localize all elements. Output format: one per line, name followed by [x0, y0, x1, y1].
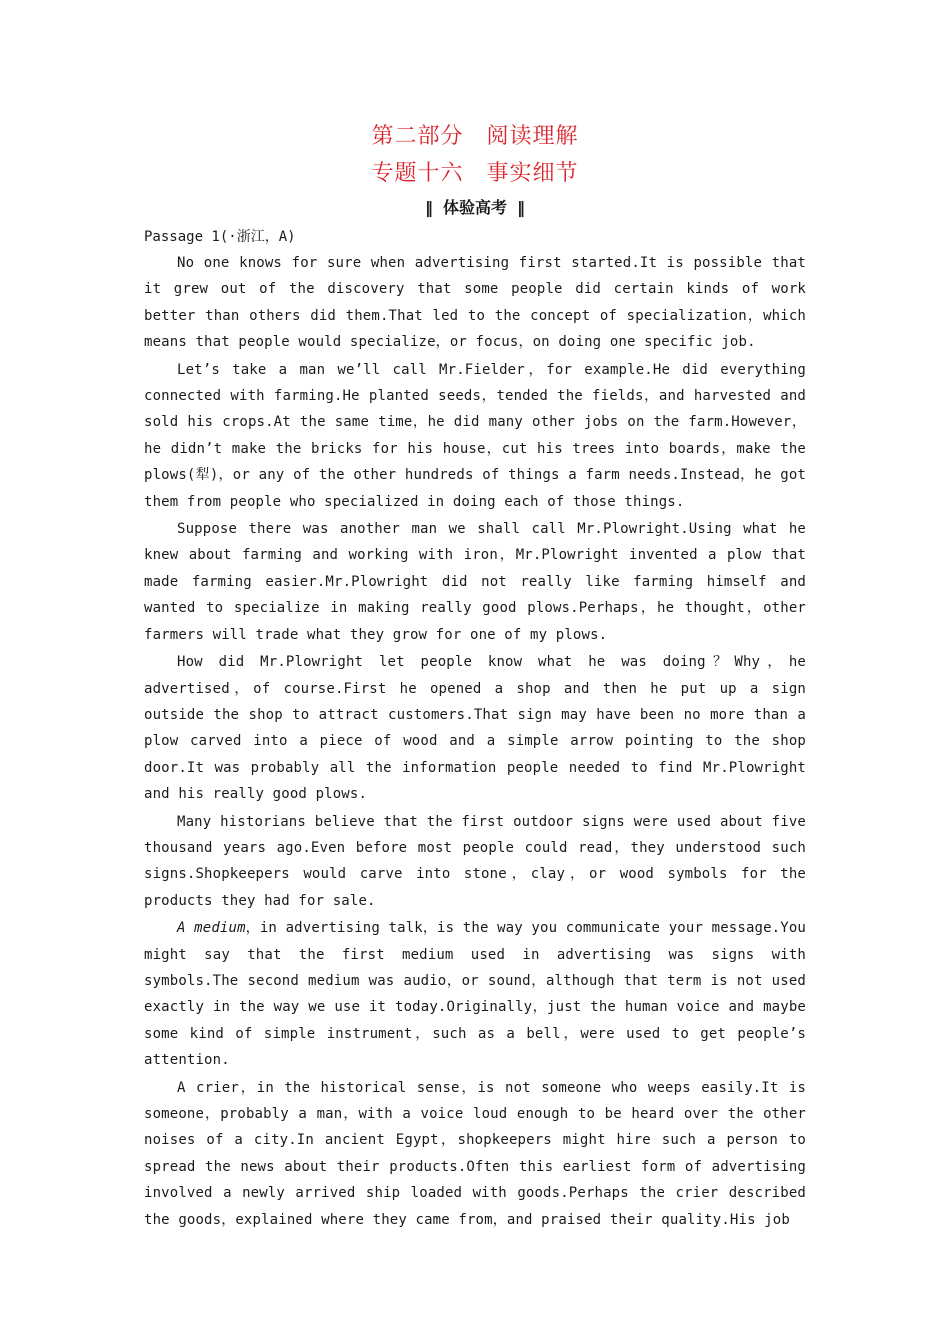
section-heading: [144, 196, 806, 220]
topic-title: 专题十六 事实细节: [371, 161, 579, 186]
part-title: 第二部分 阅读理解: [371, 124, 579, 149]
paragraph-2: Let’s take a man we’ll call Mr.Fielder，for example.He did everything connected with farming.He planted seeds，tended the fields，and harvested and sold his crops.At the same time，he did many other jobs on the farm.However，he didn’t make the bricks for his house，cut his trees into boards，make the plows(犁)，or any of the other hundreds of things a farm needs.Instead，he got them from people who specialized in doing each of those things.: [144, 361, 806, 510]
document-page: [144, 118, 806, 1234]
paragraph-7: A crier，in the historical sense，is not someone who weeps easily.It is someone，probably a man，with a voice loud enough to be heard over the other noises of a city.In ancient Egypt，shopkeepers might hire such a person to spread the news about their products.Often this earliest form of advertising involved a newly arrived ship loaded with goods.Perhaps the crier described the goods，explained where they came from，and praised their quality.His job: [144, 1079, 806, 1228]
italic-term: A medium: [177, 920, 246, 937]
paragraph-6-text: ，in advertising talk，is the way you communicate your message.You might say that the first medium used in advertising was signs with symbols.The second medium was audio，or sound，although that term is not used exactly in the way we use it today.Originally，just the human voice and maybe some kind of simple instrument，such as a bell，were used to get people’s attention.: [144, 920, 806, 1069]
bar-right: ‖: [517, 198, 525, 217]
paragraph-3: Suppose there was another man we shall call Mr.Plowright.Using what he knew about farming and working with iron，Mr.Plowright invented a plow that made farming easier.Mr.Plowright did not really like farming himself and wanted to specialize in making really good plows.Perhaps，he thought，other farmers will trade what they grow for one of my plows.: [144, 521, 806, 643]
paragraph-1: No one knows for sure when advertising first started.It is possible that it grew out of the discovery that some people did certain kinds of work better than others did them.That led to the concept of specialization，which means that people would specialize，or focus，on doing one specific job.: [144, 255, 806, 351]
passage-label: Passage 1(·浙江，A): [144, 229, 296, 245]
bar-left: ‖: [424, 198, 433, 217]
section-label: 体验高考: [442, 198, 507, 217]
paragraph-4: How did Mr.Plowright let people know what he was doing？Why，he advertised，of course.First he opened a shop and then he put up a sign outside the shop to attract customers.That sign may have been no more than a plow carved into a piece of wood and a simple arrow pointing to the shop door.It was probably all the information people needed to find Mr.Plowright and his really good plows.: [144, 654, 806, 803]
paragraph-6: [144, 915, 806, 1073]
paragraph-5: Many historians believe that the first outdoor signs were used about five thousand years ago.Even before most people could read，they understood such signs.Shopkeepers would carve into stone，clay，or wood symbols for the products they had for sale.: [144, 813, 806, 909]
